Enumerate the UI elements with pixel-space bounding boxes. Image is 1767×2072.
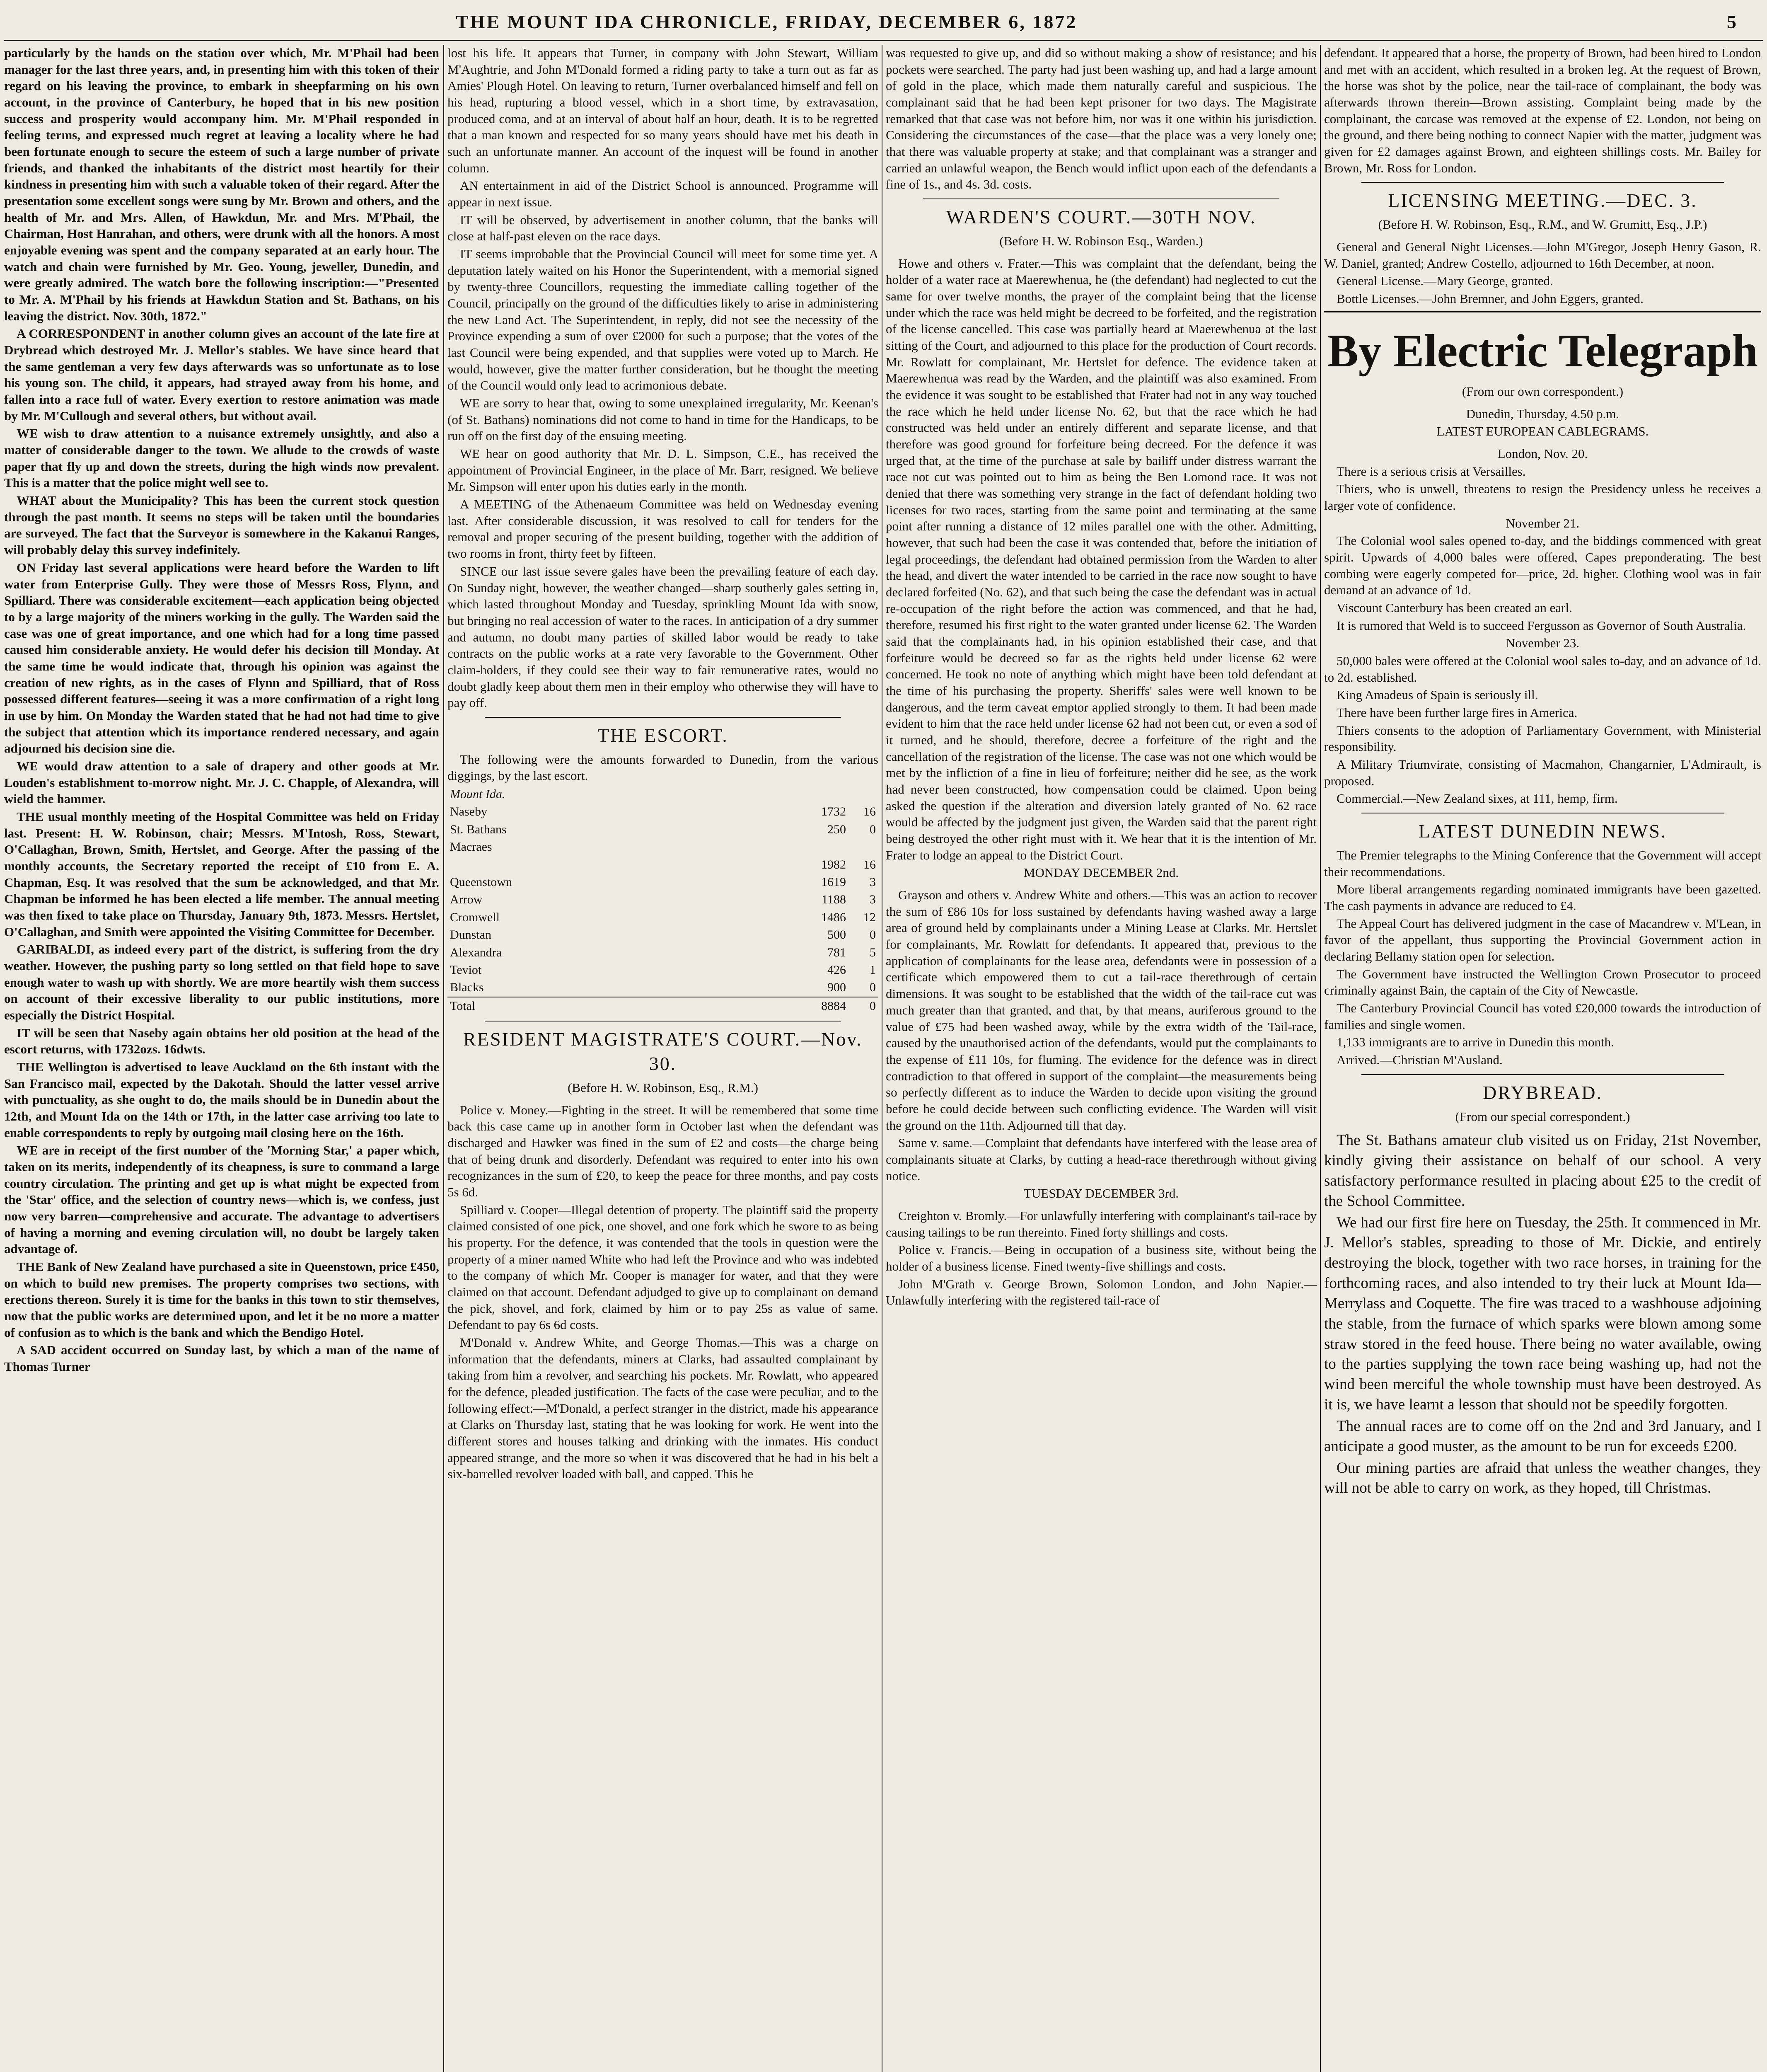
escort-row <box>447 803 878 821</box>
escort-dwt: 3 <box>870 875 876 889</box>
escort-oz <box>786 838 848 856</box>
escort-row <box>447 838 878 856</box>
escort-dwt: 16 <box>863 805 876 819</box>
rm-court-heading: RESIDENT MAGISTRATE'S COURT.—Nov. 30. <box>463 1029 863 1075</box>
escort-dwt: 3 <box>870 893 876 907</box>
escort-place: St. Bathans <box>450 822 507 836</box>
escort-dwt: 0 <box>870 980 876 995</box>
paragraph: Arrived.—Christian M'Ausland. <box>1337 1053 1503 1067</box>
paragraph: 1,133 immigrants are to arrive in Dunedin this month. <box>1337 1035 1614 1050</box>
escort-intro: The following were the amounts forwarded to Dunedin, from the various diggings, by the last escort. <box>447 752 878 783</box>
paragraph: IT will be seen that Naseby again obtains her old position at the head of the escort returns, with 1732ozs. 16dwts. <box>4 1025 439 1057</box>
paragraph: We had our first fire here on Tuesday, the 25th. It commenced in Mr. J. Mellor's stables, spreading to those of Mr. Dickie, and entirely destroying the block, together with two race horses, in training for the forthcoming races, and also intended to try their luck at Mount Ida—Merrylass and Coquette. The fire was traced to a washhouse adjoining the stable, from the furnace of which sparks were blown among some straw stored in the feed house. There being no water available, owing to the parties supplying the town race being washing up, had not the wind been merciful the whole township must have been destroyed. As it is, we have learnt a lesson that should not be speedily forgotten. <box>1324 1214 1761 1414</box>
paragraph: John M'Grath v. George Brown, Solomon London, and John Napier.—Unlawfully interfering with the registered tail-race of <box>886 1276 1317 1308</box>
paragraph: Howe and others v. Frater.—This was complaint that the defendant, being the holder of a water race at Maerewhenua, he (the defendant) had neglected to cut the same for over twelve months, the prayer of the complaint being that the license under which the race was held might be decreed to be forfeited, and the registration of the license cancelled. This case was partially heard at Maerewhenua at the last sitting of the Court, and adjourned to this place for the production of Court records. Mr. Rowlatt for complainant, Mr. Hertslet for defence. The evidence taken at Maerewhenua was read by the Warden, and the plaintiff was also examined. From the evidence it was sought to be established that Frater had not in any way touched the race which he held under license No. 62, but that the race which he had constructed was held under an entirely different and separate license, and that therefore was good ground for forfeiture being decreed. For the defence it was urged that, at the time of the purchase at sale by bailiff under distress warrant the race not cut was pointed out to him as being the Ben Lomond race. It was not denied that there was something very strange in the fact of defendant holding two licenses for two races, starting from the same point and terminating at the same point after running a distance of 12 miles parallel one with the other. Admitting, however, that such had been the case it was contended that, before the initiation of legal proceedings, the defendant had obtained permission from the Warden to alter the head, and divert the water intended to be carried in the race now sought to have declared forfeited (No. 62), and that such being the case the defendant was in actual re-occupation of the right before the action was commenced, and that he had, therefore, resumed his first right to the water granted under license 62. The Warden said that the complainants had, in his opinion established their case, and that forfeiture would be decreed so far as the rights held under license 62 were concerned. He took no note of anything which might have been told defendant at the time of his purchasing the property. Sheriffs' sales were well known to be dangerous, and the term caveat emptor applied strongly to them. It had been made evident to him that the race held under license 62 had not been cut, or even a sod of it turned, and he should, therefore, decree a forfeiture of the right and the cancellation of the registration of the license. The case was not one which would be met by the infliction of a fine in lieu of forfeiture; neither did he see, as the work had never been constructed, how compensation could be claimed. Upon being asked the question if the alteration and diversion lately granted of No. 62 race would be affected by the judgment just given, the Warden said that the parent right being destroyed the other right must with it. We hear that it is the intention of Mr. Frater to lodge an appeal to the District Court. <box>886 256 1317 862</box>
escort-heading: THE ESCORT. <box>597 724 728 746</box>
paragraph: The Government have instructed the Wellington Crown Prosecutor to proceed criminally against Bain, the captain of the City of Newcastle. <box>1324 966 1761 998</box>
escort-place: Naseby <box>450 805 487 819</box>
escort-group-row <box>447 786 878 803</box>
column-1 <box>4 45 439 2072</box>
escort-dwt: 12 <box>863 910 876 924</box>
escort-dwt: 0 <box>870 822 876 836</box>
escort-row <box>447 874 878 891</box>
escort-table <box>447 786 878 1015</box>
escort-oz: 781 <box>827 945 846 959</box>
paragraph: Thiers consents to the adoption of Parliamentary Government, with Ministerial responsibility. <box>1324 723 1761 754</box>
paragraph: Spilliard v. Cooper—Illegal detention of property. The plaintiff said the property claimed consisted of one pick, one shovel, and one fork which he swore to as being his property. For the defence, it was contended that the tools in question were the property of a miner named White who had left the Province and who was indebted to the company of which Mr. Cooper is manager for water, and that they were claimed on that account. Defendant adjudged to give up to complainant on demand the pick, shovel, and fork, claimed by him or to pay 25s as value of same. Defendant to pay 6s 6d costs. <box>447 1202 878 1332</box>
paragraph: Viscount Canterbury has been created an earl. <box>1337 600 1572 615</box>
masthead <box>0 0 1767 41</box>
paragraph: WE would draw attention to a sale of drapery and other goods at Mr. Louden's establishment to-morrow night. Mr. J. C. Chapple, of Alexandra, will wield the hammer. <box>4 758 439 806</box>
column-2 <box>447 45 878 2072</box>
masthead-title: THE MOUNT IDA CHRONICLE, FRIDAY, DECEMBER 6, 1872 <box>456 11 1078 32</box>
escort-oz: 426 <box>827 963 846 977</box>
paragraph: A SAD accident occurred on Sunday last, by which a man of the name of Thomas Turner <box>4 1343 439 1374</box>
column-3 <box>886 45 1317 2072</box>
paragraph: WE hear on good authority that Mr. D. L. Simpson, C.E., has received the appointment of Provincial Engineer, in the place of Mr. Barr, resigned. We believe Mr. Simpson will enter upon his duties early in the month. <box>447 446 878 494</box>
escort-place: Blacks <box>450 980 484 995</box>
paragraph: M'Donald v. Andrew White, and George Thomas.—This was a charge on information that the defendants, miners at Clarks, had assaulted complainant by taking from him a revolver, and searching his pockets. Mr. Rowlatt, who appeared for the defence, pleaded justification. The facts of the case were peculiar, and to the following effect:—M'Donald, a perfect stranger in the district, made his appearance at Clarks on Thursday last, stating that he was looking for work. He went into the different stores and houses talking and drinking with the inmates. His conduct appeared strange, and the more so when it was discovered that he had in his belt a six-barrelled revolver loaded with ball, and capped. This he <box>447 1335 878 1481</box>
paragraph: The Premier telegraphs to the Mining Conference that the Government will accept their recommendations. <box>1324 847 1761 879</box>
dateline: Dunedin, Thursday, 4.50 p.m. <box>1466 406 1620 421</box>
escort-place: Arrow <box>450 893 483 907</box>
escort-place: Total <box>447 997 786 1015</box>
paragraph: ON Friday last several applications were heard before the Warden to lift water from Enterprise Gully. They were those of Messrs Ross, Flynn, and Spilliard. There was considerable excitement—each application being objected to by a large majority of the miners working in the gully. The Warden said the case was one of great importance, and one which had for a long time passed caused him considerable anxiety. He would defer his decision till Monday. At the same time he would indicate that, through his opinion was against the creation of new rights, as in the cases of Flynn and Spilliard, that of Ross possessed different features—seeing it was a more confirmation of a right long in use by him. On Monday the Warden stated that he had not had time to give the subject that attention which its importance rendered necessary, and again adjourned his decision sine die. <box>4 560 439 756</box>
paragraph: AN entertainment in aid of the District School is announced. Programme will appear in next issue. <box>447 178 878 210</box>
column-rule <box>1320 45 1321 2072</box>
paragraph: Creighton v. Bromly.—For unlawfully interfering with complainant's tail-race by causing tailings to be run thereinto. Fined forty shillings and costs. <box>886 1208 1317 1239</box>
escort-total-row <box>447 997 878 1015</box>
escort-place: Macraes <box>450 840 492 854</box>
paragraph: Grayson and others v. Andrew White and others.—This was an action to recover the sum of £86 10s for loss sustained by defendants having washed away a large area of ground held by complainants under a Mining Lease at Clarks. Mr. Hertslet for complainants, Mr. Rowlatt for defendants. It appeared that, previous to the application of complainants for the lease area, defendants were in possession of a certificate which empowered them to cut a tail-race therethrough of certain dimensions. It was sought to be established that the width of the tail-race cut was much greater than that granted, and that, by that means, auriferous ground to the value of £75 had been washed away, while by the extra width of the Tail-race, caused by the unauthorised action of the defendants, would put the complainants to the expense of £11 10s, for fluming. The evidence for the defence was in direct contradiction to that offered in support of the complaint—the measurements being so perfectly different as to induce the Warden to decide upon visiting the ground before he could decide between such conflicting evidence. The Warden will visit the ground on the 11th. Adjourned till that day. <box>886 888 1317 1133</box>
licensing-heading: LICENSING MEETING.—DEC. 3. <box>1388 190 1697 211</box>
escort-oz: 1619 <box>821 875 846 889</box>
paragraph: More liberal arrangements regarding nominated immigrants have been gazetted. The cash payments in advance are reduced to £4. <box>1324 882 1761 913</box>
section-rule <box>923 198 1279 199</box>
paragraph: A Military Triumvirate, consisting of Macmahon, Changarnier, L'Admirault, is proposed. <box>1324 757 1761 788</box>
cablegrams-heading: LATEST EUROPEAN CABLEGRAMS. <box>1436 424 1649 439</box>
escort-dwt: 16 <box>863 857 876 871</box>
escort-oz: 900 <box>827 980 846 995</box>
paragraph: The Canterbury Provincial Council has voted £20,000 towards the introduction of families and single women. <box>1324 1001 1761 1032</box>
paragraph: General License.—Mary George, granted. <box>1337 274 1553 288</box>
paragraph: WE are sorry to hear that, owing to some unexplained irregularity, Mr. Keenan's (of St. Bathans) nominations did not come to hand in time for the Handicaps, to be run off on the first day of the ensuing meeting. <box>447 396 878 443</box>
rm-court-subheading: (Before H. W. Robinson, Esq., R.M.) <box>568 1080 758 1095</box>
escort-oz: 250 <box>827 822 846 836</box>
section-rule <box>1324 311 1761 312</box>
escort-oz: 1486 <box>821 910 846 924</box>
drybread-subheading: (From our special correspondent.) <box>1455 1109 1630 1124</box>
paragraph: WE are in receipt of the first number of the 'Morning Star,' a paper which, taken on its merits, independently of its cheapness, is sure to command a large country circulation. The printing and get up is what might be expected from the 'Star' office, and the selection of country news—which is, we confess, just now very barren—comprehensive and accurate. The advantage to advertisers of having a morning and evening circulation will, no doubt be largely taken advantage of. <box>4 1143 439 1256</box>
escort-oz: 1188 <box>822 893 846 907</box>
dunedin-news-heading: LATEST DUNEDIN NEWS. <box>1418 821 1667 842</box>
dateline: November 23. <box>1506 636 1580 651</box>
paragraph: Thiers, who is unwell, threatens to resign the Presidency unless he receives a larger vote of confidence. <box>1324 482 1761 513</box>
paragraph: was requested to give up, and did so without making a show of resistance; and his pockets were searched. The party had just been washing up, and had a large amount of gold in the place, which made them naturally careful and suspicious. The complainant said that he had been kept prisoner for two days. The Magistrate remarked that that case was not before him, nor was it one within his jurisdiction. Considering the circumstances of the case—that the place was a very lonely one; that there was valuable property at stake; and that complainant was a stranger and carried an unlawful weapon, the Bench would inflict upon each of the defendants a fine of 1s., and 4s. 3d. costs. <box>886 46 1317 192</box>
escort-row <box>447 944 878 961</box>
paragraph: The Appeal Court has delivered judgment in the case of Macandrew v. M'Lean, in favor of the appellant, thus supporting the Provincial Government action in declaring Bellamy station open for selection. <box>1324 916 1761 963</box>
escort-row <box>447 909 878 926</box>
section-rule <box>1361 182 1724 183</box>
section-rule <box>1361 1074 1724 1075</box>
electric-telegraph-heading: By Electric Telegraph <box>1327 325 1758 377</box>
paragraph: Police v. Money.—Fighting in the street. It will be remembered that some time back this case came up in another form in October last when the defendant was discharged and Hawker was fined in the sum of £2 and costs—the charge being that of being drunk and disorderly. Defendant was required to enter into his own recognizances in the sum of £20, to keep the peace for three months, and pay costs 5s 6d. <box>447 1102 878 1199</box>
paragraph: GARIBALDI, as indeed every part of the district, is suffering from the dry weather. However, the pushing party so long settled on that field hope to save enough water to wash up with shortly. We are more heartily wish them success on account of their excessive liberality to our public institutions, more especially the District Hospital. <box>4 942 439 1022</box>
dateline: London, Nov. 20. <box>1497 446 1588 461</box>
paragraph: IT will be observed, by advertisement in another column, that the banks will close at half-past eleven on the race days. <box>447 212 878 244</box>
escort-dwt: 0 <box>870 928 876 942</box>
escort-place: Dunstan <box>450 928 491 942</box>
paragraph: Bottle Licenses.—John Bremner, and John Eggers, granted. <box>1337 291 1644 306</box>
paragraph: Same v. same.—Complaint that defendants have interfered with the lease area of complainants situate at Clarks, by cutting a head-race therethrough without giving notice. <box>886 1135 1317 1183</box>
escort-place: Queenstown <box>450 875 512 889</box>
dateline: November 21. <box>1506 516 1580 530</box>
paragraph: The annual races are to come off on the 2nd and 3rd January, and I anticipate a good muster, as the amount to be run for exceeds £200. <box>1324 1417 1761 1455</box>
paragraph: It is rumored that Weld is to succeed Fergusson as Governor of South Australia. <box>1337 618 1746 633</box>
paragraph: The St. Bathans amateur club visited us on Friday, 21st November, kindly giving their assistance on behalf of our school. A very satisfactory performance resulted in placing about £25 to the credit of the School Committee. <box>1324 1132 1761 1210</box>
escort-row <box>447 926 878 944</box>
paragraph: King Amadeus of Spain is seriously ill. <box>1337 687 1538 702</box>
licensing-subheading: (Before H. W. Robinson, Esq., R.M., and W. Grumitt, Esq., J.P.) <box>1378 217 1707 232</box>
paragraph: WE wish to draw attention to a nuisance extremely unsightly, and also a matter of considerable danger to the town. We allude to the crowds of waste paper that fly up and down the streets, during the high winds now prevalent. This is a matter that the police might well see to. <box>4 426 439 490</box>
escort-place <box>447 856 786 874</box>
page-number: 5 <box>1727 11 1738 32</box>
paragraph: WHAT about the Municipality? This has been the current stock question through the past month. It seems no steps will be taken until the boundaries are surveyed. The fact that the Surveyor is somewhere in the Kakanui Ranges, will probably delay this survey indefinitely. <box>4 493 439 557</box>
paragraph: Commercial.—New Zealand sixes, at 111, hemp, firm. <box>1337 791 1618 806</box>
wardens-court-heading: WARDEN'S COURT.—30TH NOV. <box>946 206 1257 228</box>
escort-place: Cromwell <box>450 910 500 924</box>
paragraph: defendant. It appeared that a horse, the property of Brown, had been hired to London and met with an accident, which resulted in a broken leg. At the request of Brown, the horse was shot by the police, near the tail-race of complainant, the body was afterwards thrown therein—Brown assisting. Complaint being made by the complainant, the carcase was removed at the expense of £2. London, not being on the ground, and there being nothing to connect Napier with the matter, judgment was given for £2 damages against Brown, and eighteen shillings costs. Mr. Bailey for Brown, Mr. Ross for London. <box>1324 46 1761 175</box>
escort-dwt: 5 <box>870 945 876 959</box>
escort-dwt: 1 <box>870 963 876 977</box>
escort-dwt <box>848 838 878 856</box>
paragraph: THE Wellington is advertised to leave Auckland on the 6th instant with the San Francisco mail, expected by the Dakotah. Should the latter vessel arrive with punctuality, as she ought to do, the mails should be in Dunedin about the 12th, and Mount Ida on the 14th or 17th, in the latter case arriving too late to enable correspondents to reply by outgoing mail closing here on the 16th. <box>4 1059 439 1140</box>
paragraph: lost his life. It appears that Turner, in company with John Stewart, William M'Aughtrie, and John M'Donald formed a riding party to take a turn out as far as Amies' Plough Hotel. On leaving to return, Turner overbalanced himself and fell on his head, rupturing a blood vessel, which in a short time, by extravasation, produced coma, and at an interval of about half an hour, death. It is to be regretted that a man known and respected for so many years should have met his death in such an unfortunate manner. An account of the inquest will be found in another column. <box>447 46 878 175</box>
paragraph: The Colonial wool sales opened to-day, and the biddings commenced with great spirit. Upwards of 4,000 bales were offered, Capes preponderating. The best combing were eagerly competed for—price, 2d. higher. Clothing wool was in fair demand at an advance of 1d. <box>1324 533 1761 598</box>
column-rule <box>443 45 444 2072</box>
paragraph: 50,000 bales were offered at the Colonial wool sales to-day, and an advance of 1d. to 2d. established. <box>1324 654 1761 685</box>
paragraph: SINCE our last issue severe gales have been the prevailing feature of each day. On Sunday night, however, the weather changed—sharp southerly gales setting in, which lasted throughout Monday and Tuesday, sprinkling Mount Ida with snow, but bringing no real accession of water to the races. In anticipation of a dry summer and autumn, no doubt many parties of skilled labor would be ready to take contracts on the public works at a rate very favorable to the Government. Other claim-holders, if they could see their way to fair remunerative rates, would no doubt gladly keep about them men in their employ who otherwise they will have to pay off. <box>447 564 878 710</box>
escort-row <box>447 979 878 997</box>
paragraph: IT seems improbable that the Provincial Council will meet for some time yet. A deputation lately waited on his Honor the Superintendent, with a memorial signed by twenty-three Councillors, requesting the immediate calling together of the Council, principally on the ground of the difficulties likely to arise in administering the new Land Act. The Superintendent, in reply, did not see the necessity of the Province expending a sum of over £2000 for such a purpose; that the votes of the last Council were being expended, and that supplies were voted up to March. He would, however, give the matter further consideration, but he thought the meeting of the Council would only lead to acrimonious debate. <box>447 247 878 393</box>
paragraph: A MEETING of the Athenaeum Committee was held on Wednesday evening last. After considerable discussion, it was resolved to call for tenders for the removal and proper securing of the present building, together with the addition of two rooms in front, thirty feet by fifteen. <box>447 497 878 561</box>
paragraph: There is a serious crisis at Versailles. <box>1337 464 1526 479</box>
escort-row <box>447 891 878 908</box>
paragraph: A CORRESPONDENT in another column gives an account of the late fire at Drybread which destroyed Mr. J. Mellor's stables. We have since heard that the same gentleman a very few days afterwards was so unfortunate as to lose his young son. The child, it appears, had strayed away from his home, and fallen into a race full of water. Every exertion to restore animation was made by Mr. M'Cullough and several others, but without avail. <box>4 326 439 423</box>
paragraph: THE Bank of New Zealand have purchased a site in Queenstown, price £450, on which to build new premises. The property comprises two sections, with erections thereon. Surely it is time for the banks in this town to stir themselves, now that the public works are determined upon, and let it be no more a matter of confusion as to which is the bank and which the Bendigo Hotel. <box>4 1259 439 1340</box>
paragraph: THE usual monthly meeting of the Hospital Committee was held on Friday last. Present: H. W. Robinson, chair; Messrs. M'Intosh, Ross, Stewart, O'Callaghan, Brown, Smith, Hertslet, and George. After the passing of the monthly accounts, the Secretary reported the receipt of £10 from E. A. Chapman, Esq. It was resolved that the sum be acknowledged, and that Mr. Chapman be informed he has been elected a life member. The annual meeting was then fixed to take place on Thursday, January 9th, 1873. Messrs. Hertslet, O'Callaghan, and Smith were appointed the Visiting Committee for December. <box>4 809 439 939</box>
paragraph: Police v. Francis.—Being in occupation of a business site, without being the holder of a business license. Fined twenty-five shillings and costs. <box>886 1242 1317 1273</box>
escort-row <box>447 961 878 979</box>
escort-oz: 8884 <box>786 997 848 1015</box>
paragraph: Our mining parties are afraid that unless the weather changes, they will not be able to carry on work, as they hoped, till Christmas. <box>1324 1459 1761 1497</box>
section-rule <box>485 717 841 718</box>
escort-oz: 1982 <box>821 857 846 871</box>
wardens-court-subheading: (Before H. W. Robinson Esq., Warden.) <box>999 233 1203 248</box>
escort-row <box>447 821 878 838</box>
paragraph: General and General Night Licenses.—John M'Gregor, Joseph Henry Gason, R. W. Daniel, granted; Andrew Costello, adjourned to 16th December, at noon. <box>1324 239 1761 271</box>
paragraph: There have been further large fires in America. <box>1337 705 1578 720</box>
tuesday-heading: TUESDAY DECEMBER 3rd. <box>1023 1186 1179 1201</box>
drybread-heading: DRYBREAD. <box>1483 1082 1603 1103</box>
escort-group-label: Mount Ida. <box>450 787 505 801</box>
escort-place: Teviot <box>450 963 482 977</box>
monday-heading: MONDAY DECEMBER 2nd. <box>1023 865 1179 880</box>
paragraph: particularly by the hands on the station over which, Mr. M'Phail had been manager for the last three years, and, in presenting him with this token of their regard on his leaving the province, to embark in sheepfarming on his own account, in the province of Canterbury, he hoped that in his new position success and prosperity would accompany him. Mr. M'Phail responded in feeling terms, and expressed much regret at leaving a locality where he had been fortunate enough to secure the esteem of such a large number of private friends, and thanked the inhabitants of the district most heartily for their kindness in presenting him with such a valuable token of their regard. After the presentation some excellent songs were sung by Mr. Brown and others, and the health of Mr. and Mrs. Allen, of Hawkdun, Mr. and Mrs. M'Phail, the Chairman, Host Hanrahan, and others, were drunk with all the honors. A most enjoyable evening was spent and the company separated at an early hour. The watch and chain were furnished by Mr. Geo. Young, jeweller, Dunedin, and were greatly admired. The watch bore the following inscription:—"Presented to Mr. A. M'Phail by his friends at Hawkdun Station and St. Bathans, on his leaving the district. Nov. 30th, 1872." <box>4 46 439 323</box>
escort-place: Alexandra <box>450 945 502 959</box>
escort-oz: 1732 <box>821 805 846 819</box>
masthead-rule <box>4 40 1763 41</box>
column-4 <box>1324 45 1761 2072</box>
escort-row <box>447 856 878 874</box>
escort-oz: 500 <box>827 928 846 942</box>
telegraph-subheading: (From our own correspondent.) <box>1462 384 1624 399</box>
escort-dwt: 0 <box>848 997 878 1015</box>
